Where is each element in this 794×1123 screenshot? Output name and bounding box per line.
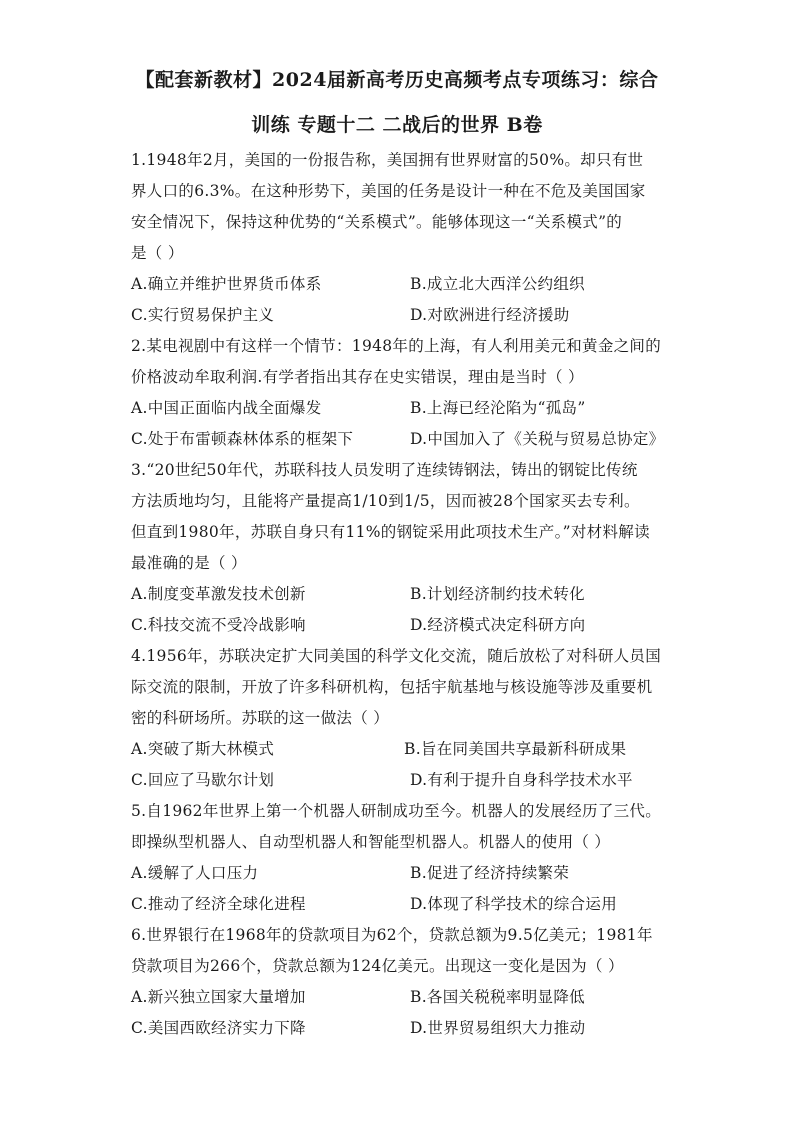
question-text-line: 密的科研场所。苏联的这一做法（ ） [131,709,390,727]
question-text-line: 最准确的是（ ） [131,554,247,572]
question-text-line: 但直到1980年，苏联自身只有11%的钢锭采用此项技术生产。”对材料解读 [131,523,650,541]
document-title-line-2: 训练 专题十二 二战后的世界 B卷 [251,114,543,136]
question-text-line: 价格波动牟取利润.有学者指出其存在史实错误，理由是当时（ ） [131,368,584,386]
option-a: A.新兴独立国家大量增加 [131,988,306,1006]
question-text-line: 安全情况下，保持这种优势的“关系模式”。能够体现这一“关系模式”的 [131,213,623,231]
question-text-line: 5.自1962年世界上第一个机器人研制成功至今。机器人的发展经历了三代。 [131,802,662,820]
question-text-line: 3.“20世纪50年代，苏联科技人员发明了连续铸钢法，铸出的钢锭比传统 [131,461,638,479]
option-d: D.有利于提升自身科学技术水平 [410,771,633,789]
option-c: C.实行贸易保护主义 [131,306,275,324]
option-d: D.对欧洲进行经济援助 [410,306,570,324]
question-text-line: 界人口的6.3%。在这种形势下，美国的任务是设计一种在不危及美国国家 [131,182,646,200]
option-a: A.中国正面临内战全面爆发 [131,399,322,417]
option-c: C.美国西欧经济实力下降 [131,1019,306,1037]
option-d: D.世界贸易组织大力推动 [410,1019,586,1037]
question-text-line: 际交流的限制，开放了许多科研机构，包括宇航基地与核设施等涉及重要机 [131,678,653,696]
option-b: B.上海已经沦陷为“孤岛” [410,399,586,417]
question-text-line: 1.1948年2月，美国的一份报告称，美国拥有世界财富的50%。却只有世 [131,151,644,169]
question-text-line: 方法质地均匀，且能将产量提高1/10到1/5，因而被28个国家买去专利。 [131,492,640,510]
option-d: D.体现了科学技术的综合运用 [410,895,618,913]
option-d: D.经济模式决定科研方向 [410,616,586,634]
question-text-line: 2.某电视剧中有这样一个情节：1948年的上海，有人利用美元和黄金之间的 [131,337,662,355]
option-b: B.旨在同美国共享最新科研成果 [404,740,627,758]
option-b: B.各国关税税率明显降低 [410,988,585,1006]
question-text-line: 即操纵型机器人、自动型机器人和智能型机器人。机器人的使用（ ） [131,833,611,851]
option-c: C.推动了经济全球化进程 [131,895,306,913]
question-text-line: 贷款项目为266个，贷款总额为124亿美元。出现这一变化是因为（ ） [131,957,624,975]
option-a: A.制度变革激发技术创新 [131,585,306,603]
option-a: A.确立并维护世界货币体系 [131,275,322,293]
option-c: C.回应了马歇尔计划 [131,771,275,789]
question-text-line: 是（ ） [131,244,184,262]
option-d: D.中国加入了《关税与贸易总协定》 [410,430,665,448]
option-b: B.计划经济制约技术转化 [410,585,585,603]
option-c: C.科技交流不受冷战影响 [131,616,306,634]
question-text-line: 6.世界银行在1968年的贷款项目为62个，贷款总额为9.5亿美元；1981年 [131,926,653,944]
option-b: B.成立北大西洋公约组织 [410,275,585,293]
option-c: C.处于布雷顿森林体系的框架下 [131,430,354,448]
option-a: A.缓解了人口压力 [131,864,259,882]
document-title-line-1: 【配套新教材】2024届新高考历史高频考点专项练习：综合 [135,69,659,91]
option-b: B.促进了经济持续繁荣 [410,864,570,882]
option-a: A.突破了斯大林模式 [131,740,275,758]
question-text-line: 4.1956年，苏联决定扩大同美国的科学文化交流，随后放松了对科研人员国 [131,647,662,665]
